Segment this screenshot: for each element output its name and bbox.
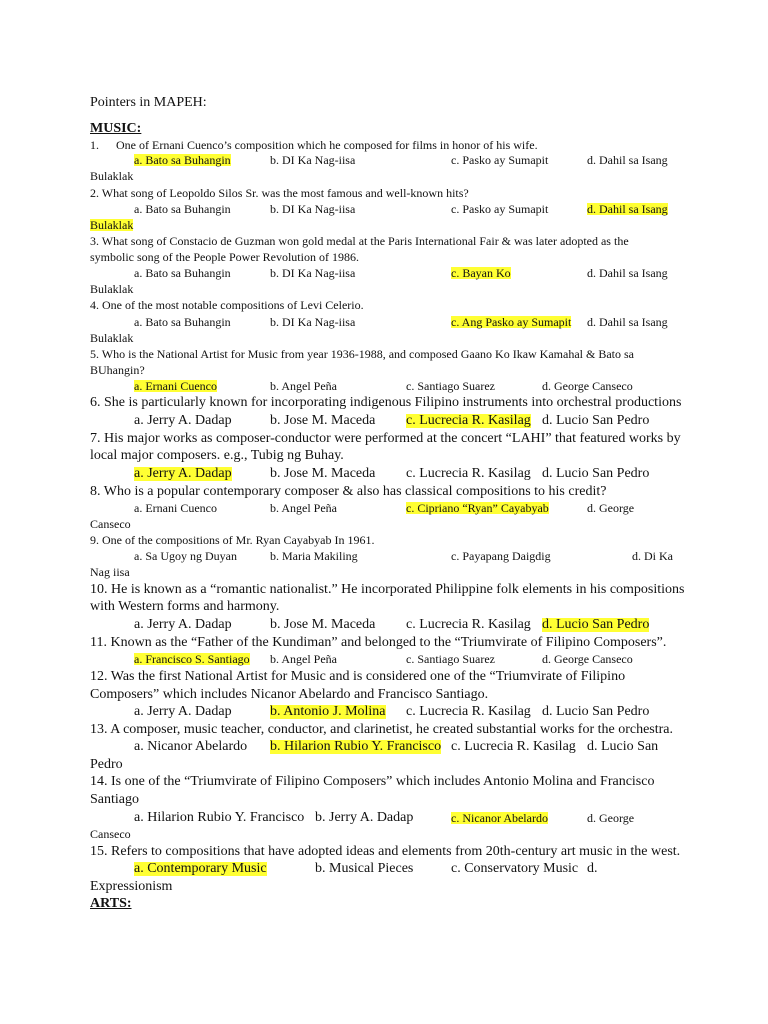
question-10-option-a: a. Jerry A. Dadap [134, 617, 232, 632]
question-7-option-c: c. Lucrecia R. Kasilag [406, 466, 531, 481]
question-7-option-b: b. Jose M. Maceda [270, 466, 376, 481]
question-3-text-line-1: 3. What song of Constacio de Guzman won gold medal at the Paris International Fair & was later adopted as the [90, 234, 629, 248]
question-11-option-d: d. George Canseco [542, 652, 633, 666]
question-7-option-a-answer: a. Jerry A. Dadap [134, 466, 232, 481]
question-5-option-d: d. George Canseco [542, 379, 633, 393]
question-10-option-c: c. Lucrecia R. Kasilag [406, 617, 531, 632]
question-5-text-line-2: BUhangin? [90, 363, 145, 377]
question-11-text: 11. Known as the “Father of the Kundiman” and belonged to the “Triumvirate of Filipino Composers”. [90, 635, 667, 650]
question-3-option-a: a. Bato sa Buhangin [134, 266, 231, 280]
question-8-option-d-wrap: Canseco [90, 517, 131, 531]
question-14-option-d-wrap: Canseco [90, 827, 131, 841]
question-1-option-a-answer: a. Bato sa Buhangin [134, 153, 231, 167]
question-10-option-b: b. Jose M. Maceda [270, 617, 376, 632]
question-15-option-d-wrap: Expressionism [90, 879, 173, 894]
question-5-text-line-1: 5. Who is the National Artist for Music from year 1936-1988, and composed Gaano Ko Ikaw Kamahal & Bato sa [90, 347, 634, 361]
question-14-option-b: b. Jerry A. Dadap [315, 810, 414, 825]
question-1-text: One of Ernani Cuenco’s composition which he composed for films in honor of his wife. [116, 138, 538, 152]
question-11-option-b: b. Angel Peña [270, 652, 337, 666]
question-2-option-b: b. DI Ka Nag-iisa [270, 202, 356, 216]
question-6-option-a: a. Jerry A. Dadap [134, 413, 232, 428]
question-3-option-c-answer: c. Bayan Ko [451, 266, 511, 280]
question-15-text: 15. Refers to compositions that have adopted ideas and elements from 20th-century art music in the west. [90, 844, 681, 859]
document-title: Pointers in MAPEH: [90, 95, 207, 110]
question-13-option-a: a. Nicanor Abelardo [134, 739, 248, 754]
question-7-option-d: d. Lucio San Pedro [542, 466, 650, 481]
question-3-option-b: b. DI Ka Nag-iisa [270, 266, 356, 280]
question-12-option-b-answer: b. Antonio J. Molina [270, 704, 386, 719]
question-13-option-d-wrap: Pedro [90, 757, 123, 772]
question-9-option-d: d. Di Ka [632, 549, 673, 563]
question-1-number: 1. [90, 138, 99, 152]
question-11-option-c: c. Santiago Suarez [406, 652, 495, 666]
question-13-option-d: d. Lucio San [587, 739, 659, 754]
question-12-option-d: d. Lucio San Pedro [542, 704, 650, 719]
question-12-option-c: c. Lucrecia R. Kasilag [406, 704, 531, 719]
question-15-option-c: c. Conservatory Music [451, 861, 579, 876]
question-9-option-a: a. Sa Ugoy ng Duyan [134, 549, 237, 563]
question-7-text-line-1: 7. His major works as composer-conductor were performed at the concert “LAHI” that featured works by [90, 431, 681, 446]
question-12-option-a: a. Jerry A. Dadap [134, 704, 232, 719]
question-13-option-c: c. Lucrecia R. Kasilag [451, 739, 576, 754]
question-4-option-d: d. Dahil sa Isang [587, 315, 668, 329]
question-1-option-d-wrap: Bulaklak [90, 169, 134, 183]
question-4-option-b: b. DI Ka Nag-iisa [270, 315, 356, 329]
question-2-option-d-wrap-answer: Bulaklak [90, 218, 134, 232]
question-12-text-line-1: 12. Was the first National Artist for Music and is considered one of the “Triumvirate of Filipino [90, 669, 626, 684]
question-9-option-c: c. Payapang Daigdig [451, 549, 551, 563]
question-4-option-c-answer: c. Ang Pasko ay Sumapit [451, 315, 572, 329]
question-12-text-line-2: Composers” which includes Nicanor Abelardo and Francisco Santiago. [90, 687, 489, 702]
question-11-option-a-answer: a. Francisco S. Santiago [134, 652, 250, 666]
question-15-option-a-answer: a. Contemporary Music [134, 861, 267, 876]
question-2-option-a: a. Bato sa Buhangin [134, 202, 231, 216]
question-9-text: 9. One of the compositions of Mr. Ryan Cayabyab In 1961. [90, 533, 375, 547]
question-8-option-a: a. Ernani Cuenco [134, 501, 217, 515]
question-2-option-d-answer: d. Dahil sa Isang [587, 202, 668, 216]
question-8-option-b: b. Angel Peña [270, 501, 337, 515]
question-6-option-c-answer: c. Lucrecia R. Kasilag [406, 413, 531, 428]
question-7-text-line-2: local major composers. e.g., Tubig ng Buhay. [90, 448, 344, 463]
question-8-option-c-answer: c. Cipriano “Ryan” Cayabyab [406, 501, 549, 515]
question-3-text-line-2: symbolic song of the People Power Revolution of 1986. [90, 250, 359, 264]
question-9-option-b: b. Maria Makiling [270, 549, 358, 563]
question-6-option-b: b. Jose M. Maceda [270, 413, 376, 428]
question-15-option-d: d. [587, 861, 598, 876]
question-10-option-d-answer: d. Lucio San Pedro [542, 617, 650, 632]
question-13-option-b-answer: b. Hilarion Rubio Y. Francisco [270, 739, 442, 754]
question-4-text: 4. One of the most notable compositions of Levi Celerio. [90, 298, 364, 312]
question-13-text: 13. A composer, music teacher, conductor, and clarinetist, he created substantial works for the orchestra. [90, 722, 674, 737]
question-10-text-line-2: with Western forms and harmony. [90, 599, 280, 614]
question-2-text: 2. What song of Leopoldo Silos Sr. was the most famous and well-known hits? [90, 186, 469, 200]
question-3-option-d-wrap: Bulaklak [90, 282, 134, 296]
question-8-option-d: d. George [587, 501, 635, 515]
question-14-option-c-answer: c. Nicanor Abelardo [451, 811, 548, 825]
question-14-option-d: d. George [587, 811, 635, 825]
question-5-option-c: c. Santiago Suarez [406, 379, 495, 393]
question-10-text-line-1: 10. He is known as a “romantic nationalist.” He incorporated Philippine folk elements in his compositions [90, 582, 685, 597]
question-14-text-line-1: 14. Is one of the “Triumvirate of Filipino Composers” which includes Antonio Molina and Francisco [90, 774, 655, 789]
question-14-text-line-2: Santiago [90, 792, 139, 807]
question-14-option-a: a. Hilarion Rubio Y. Francisco [134, 810, 305, 825]
question-2-option-c: c. Pasko ay Sumapit [451, 202, 549, 216]
question-1-option-c: c. Pasko ay Sumapit [451, 153, 549, 167]
section-heading-arts: ARTS: [90, 896, 132, 911]
question-15-option-b: b. Musical Pieces [315, 861, 414, 876]
question-6-text: 6. She is particularly known for incorporating indigenous Filipino instruments into orchestral productions [90, 395, 682, 410]
question-3-option-d: d. Dahil sa Isang [587, 266, 668, 280]
question-8-text: 8. Who is a popular contemporary composer & also has classical compositions to his credit? [90, 484, 607, 499]
question-1-option-b: b. DI Ka Nag-iisa [270, 153, 356, 167]
question-6-option-d: d. Lucio San Pedro [542, 413, 650, 428]
question-4-option-a: a. Bato sa Buhangin [134, 315, 231, 329]
question-5-option-a-answer: a. Ernani Cuenco [134, 379, 217, 393]
question-9-option-d-wrap: Nag iisa [90, 565, 130, 579]
section-heading-music: MUSIC: [90, 121, 142, 136]
question-5-option-b: b. Angel Peña [270, 379, 337, 393]
question-4-option-d-wrap: Bulaklak [90, 331, 134, 345]
question-1-option-d: d. Dahil sa Isang [587, 153, 668, 167]
